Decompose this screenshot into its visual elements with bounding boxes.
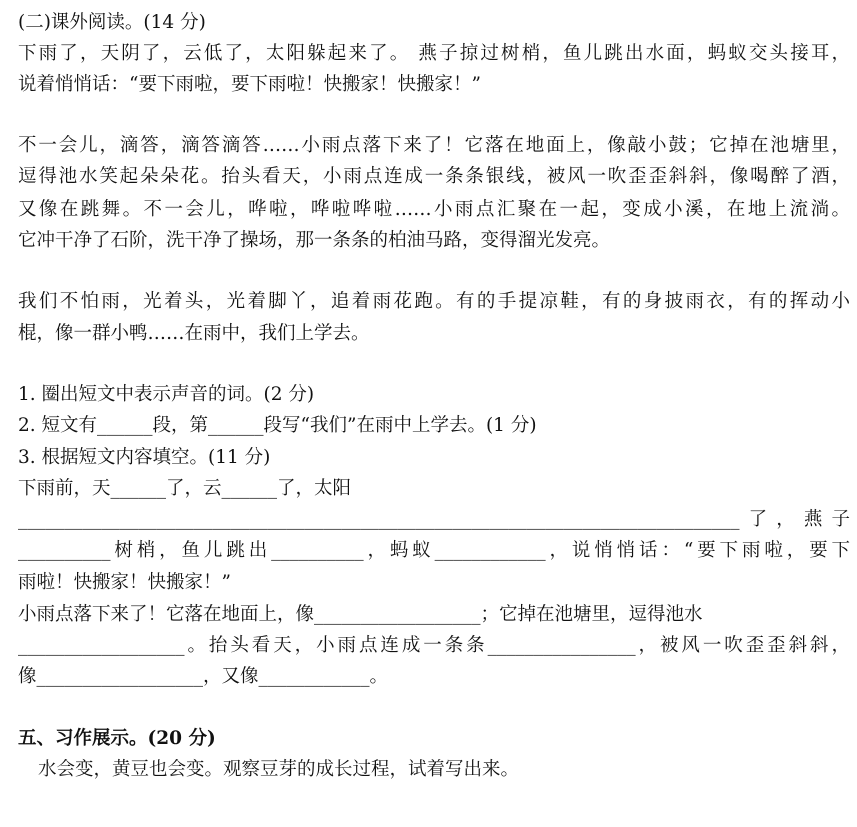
question-2: 2. 短文有______段，第______段写“我们”在雨中上学去。(1 分) [18, 415, 537, 436]
question-1: 1. 圈出短文中表示声音的词。(2 分) [18, 384, 315, 405]
q3-fill-line-4: 雨啦！快搬家！快搬家！” [18, 572, 231, 593]
q3-fill-line-6: __________________。抬头看天，小雨点连成一条条________________，被风一吹歪歪斜斜， [18, 635, 850, 656]
q3-fill-line-3: __________树梢，鱼儿跳出__________，蚂蚁____________，说悄悄话：“要下雨啦，要下 [18, 540, 850, 561]
section5-prompt: 水会变，黄豆也会变。观察豆芽的成长过程，试着写出来。 [38, 759, 520, 780]
passage-p2-line2: 逗得池水笑起朵朵花。抬头看天，小雨点连成一条条银线，被风一吹歪歪斜斜，像喝醉了酒， [18, 166, 850, 187]
q3-fill-line-7: 像__________________，又像____________。 [18, 666, 389, 687]
q3-fill-line-2: ______________________________________________________________________________了，燕子 [18, 509, 850, 530]
section-title: (二)课外阅读。(14 分) [18, 12, 206, 33]
q3-fill-line-1: 下雨前，天______了，云______了，太阳 [18, 478, 352, 499]
passage-p1-line1: 下雨了，天阴了，云低了，太阳躲起来了。 燕子掠过树梢，鱼儿跳出水面，蚂蚁交头接耳， [18, 43, 850, 64]
passage-p2-line3: 又像在跳舞。不一会儿，哗啦，哗啦哗啦……小雨点汇聚在一起，变成小溪，在地上流淌。 [18, 199, 850, 220]
q3-fill-line-5: 小雨点落下来了！它落在地面上，像__________________；它掉在池塘里，逗得池水 [18, 604, 703, 625]
passage-p3-line2: 棍，像一群小鸭……在雨中，我们上学去。 [18, 323, 370, 344]
passage-p2-line1: 不一会儿，滴答，滴答滴答……小雨点落下来了！它落在地面上，像敲小鼓；它掉在池塘里， [18, 135, 850, 156]
passage-p3-line1: 我们不怕雨，光着头，光着脚丫，追着雨花跑。有的手提凉鞋，有的身披雨衣，有的挥动小 [18, 291, 850, 312]
question-3: 3. 根据短文内容填空。(11 分) [18, 447, 271, 468]
section5-title: 五、习作展示。(20 分) [18, 728, 216, 749]
passage-p2-line4: 它冲干净了石阶，洗干净了操场，那一条条的柏油马路，变得溜光发亮。 [18, 230, 611, 251]
passage-p1-line2: 说着悄悄话：“要下雨啦，要下雨啦！快搬家！快搬家！” [18, 74, 481, 95]
